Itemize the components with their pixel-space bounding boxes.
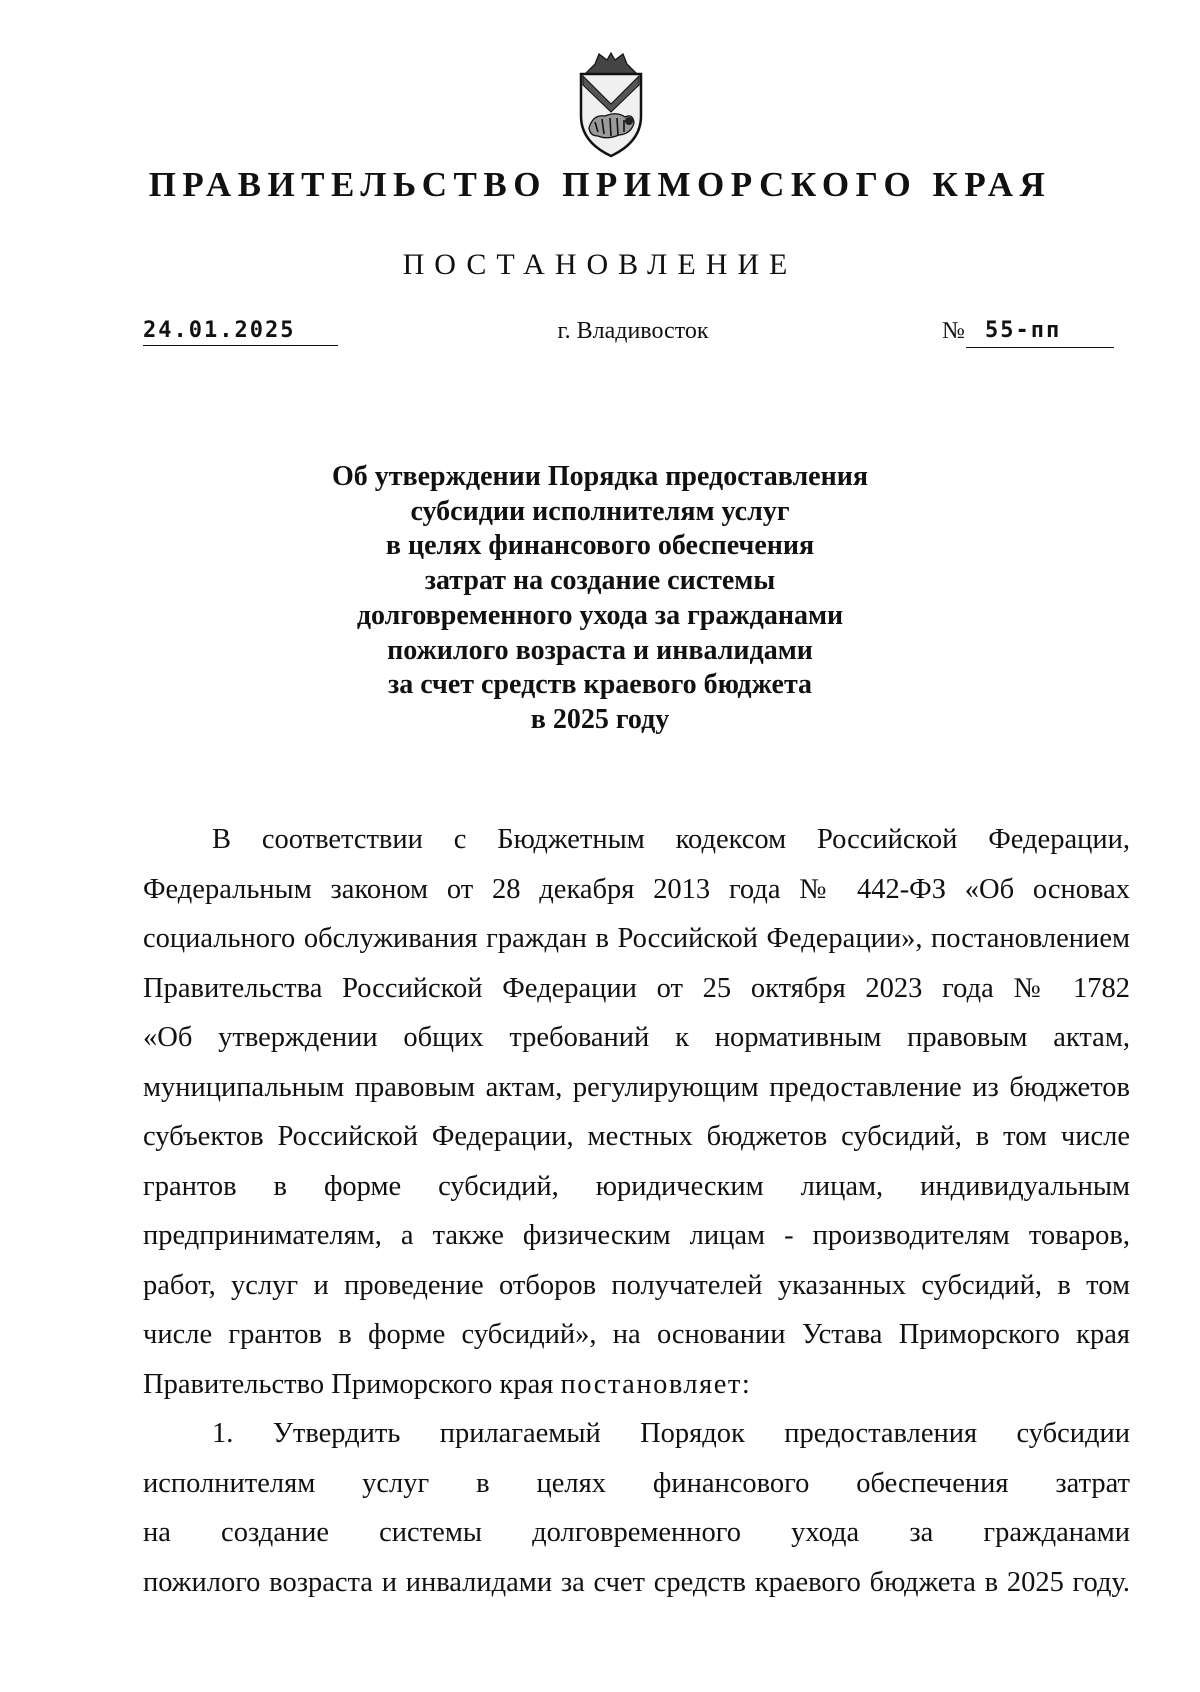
body-line: В соответствии с Бюджетным кодексом Российской Федерации, (212, 824, 1130, 855)
body-line: Федеральным законом от 28 декабря 2013 года № 442-ФЗ «Об основах (143, 873, 1130, 905)
body-line: предпринимателям, а также физическим лицам - производителям товаров, (143, 1220, 1130, 1251)
body-line: пожилого возраста и инвалидами за счет средств краевого бюджета в 2025 году. (143, 1566, 1130, 1598)
title-line: затрат на создание системы (424, 565, 776, 597)
title-line: в целях финансового обеспечения (385, 530, 815, 562)
document-date: 24.01.2025 (143, 318, 296, 343)
document-title (0, 460, 1200, 738)
government-title: ПРАВИТЕЛЬСТВО ПРИМОРСКОГО КРАЯ (148, 165, 1052, 204)
title-line: долговременного ухода за гражданами (356, 599, 844, 631)
body-line: «Об утверждении общих требований к нормативным правовым актам, (143, 1022, 1130, 1053)
coat-of-arms-emblem (571, 52, 651, 158)
body-line: исполнителям услуг в целях финансового обеспечения затрат (143, 1467, 1130, 1499)
body-line: социального обслуживания граждан в Российской Федерации», постановлением (143, 923, 1130, 954)
number-label: № (942, 318, 965, 344)
document-type: ПОСТАНОВЛЕНИЕ (402, 248, 798, 281)
document-number: 55-пп (985, 318, 1062, 343)
title-line: субсидии исполнителям услуг (410, 495, 790, 527)
title-line: Об утверждении Порядка предоставления (331, 461, 869, 492)
body-line: работ, услуг и проведение отборов получателей указанных субсидий, в том (143, 1269, 1130, 1301)
title-line: в 2025 году (530, 703, 670, 735)
body-line: на создание системы долговременного ухода за гражданами (143, 1517, 1130, 1548)
date-underline (143, 345, 338, 346)
body-line: Правительства Российской Федерации от 25 октября 2023 года № 1782 (143, 972, 1130, 1004)
body-line: числе грантов в форме субсидий», на основании Устава Приморского края (143, 1319, 1130, 1350)
body-line: грантов в форме субсидий, юридическим лицам, индивидуальным (143, 1170, 1130, 1202)
number-underline (966, 347, 1114, 348)
title-line: за счет средств краевого бюджета (387, 669, 813, 701)
document-body (143, 815, 1130, 1607)
document-city: г. Владивосток (557, 318, 709, 344)
body-line-emphasis: постановляет: (560, 1368, 752, 1400)
body-line: 1. Утвердить прилагаемый Порядок предоставления субсидии (212, 1418, 1130, 1449)
title-line: пожилого возраста и инвалидами (387, 634, 813, 666)
body-line: субъектов Российской Федерации, местных бюджетов субсидий, в том числе (143, 1121, 1130, 1152)
body-line: Правительство Приморского края постановляет: (143, 1368, 752, 1400)
body-line: муниципальным правовым актам, регулирующим предоставление из бюджетов (143, 1071, 1130, 1103)
